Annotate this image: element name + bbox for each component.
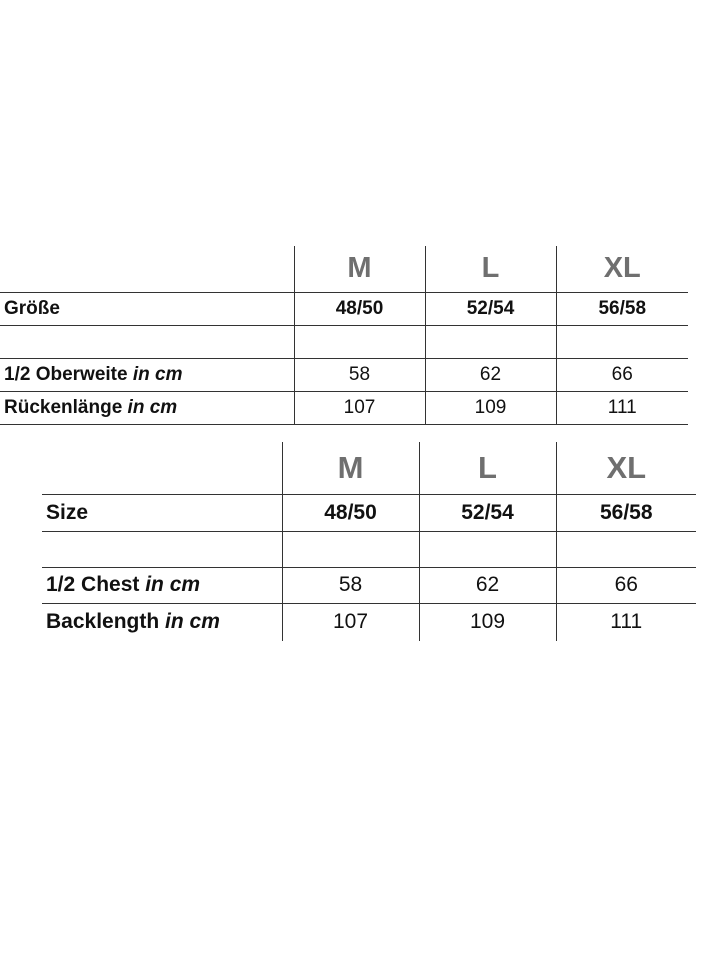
- size-xl-header: XL: [556, 442, 696, 494]
- spacer-row: [42, 531, 696, 567]
- size-table-german: [0, 246, 688, 425]
- chest-value-m: 58: [282, 567, 419, 603]
- chest-value-m: 58: [294, 358, 425, 391]
- back-value-xl: 111: [556, 391, 688, 424]
- size-value-l: 52/54: [419, 494, 556, 531]
- size-row-label: Größe: [0, 292, 294, 325]
- back-unit: in cm: [127, 396, 178, 418]
- back-row: [42, 603, 696, 641]
- back-unit: in cm: [165, 610, 220, 634]
- chest-value-xl: 66: [556, 358, 688, 391]
- back-value-m: 107: [294, 391, 425, 424]
- back-label-text: Backlength: [46, 610, 160, 634]
- size-m-header: M: [294, 246, 425, 292]
- size-row: [42, 494, 696, 531]
- spacer-cell: [282, 531, 419, 567]
- size-value-m: 48/50: [294, 292, 425, 325]
- chest-value-l: 62: [425, 358, 556, 391]
- header-row: [0, 246, 688, 292]
- size-l-header: L: [419, 442, 556, 494]
- size-row: [0, 292, 688, 325]
- spacer-cell: [0, 325, 294, 358]
- chest-value-l: 62: [419, 567, 556, 603]
- chest-value-xl: 66: [556, 567, 696, 603]
- chest-row: [0, 358, 688, 391]
- back-value-l: 109: [425, 391, 556, 424]
- spacer-cell: [556, 531, 696, 567]
- back-value-m: 107: [282, 603, 419, 641]
- chest-label-text: 1/2 Chest: [46, 573, 140, 596]
- spacer-cell: [42, 531, 282, 567]
- chest-unit: in cm: [132, 363, 183, 385]
- spacer-row: [0, 325, 688, 358]
- back-label-text: Rückenlänge: [4, 396, 123, 418]
- back-row-label: [42, 603, 282, 641]
- size-row-label: Size: [42, 494, 282, 531]
- chest-row-label: [0, 358, 294, 391]
- size-value-m: 48/50: [282, 494, 419, 531]
- size-table-english: [42, 442, 696, 641]
- back-row-label: [0, 391, 294, 424]
- size-m-header: M: [282, 442, 419, 494]
- spacer-cell: [419, 531, 556, 567]
- back-value-l: 109: [419, 603, 556, 641]
- header-row: [42, 442, 696, 494]
- size-value-xl: 56/58: [556, 494, 696, 531]
- size-value-l: 52/54: [425, 292, 556, 325]
- empty-header-cell: [0, 246, 294, 292]
- chest-unit: in cm: [145, 573, 201, 596]
- back-value-xl: 111: [556, 603, 696, 641]
- chest-label-text: 1/2 Oberweite: [4, 363, 128, 385]
- chest-row: [42, 567, 696, 603]
- size-l-header: L: [425, 246, 556, 292]
- back-row: [0, 391, 688, 424]
- spacer-cell: [294, 325, 425, 358]
- size-xl-header: XL: [556, 246, 688, 292]
- spacer-cell: [556, 325, 688, 358]
- chest-row-label: [42, 567, 282, 603]
- size-value-xl: 56/58: [556, 292, 688, 325]
- empty-header-cell: [42, 442, 282, 494]
- spacer-cell: [425, 325, 556, 358]
